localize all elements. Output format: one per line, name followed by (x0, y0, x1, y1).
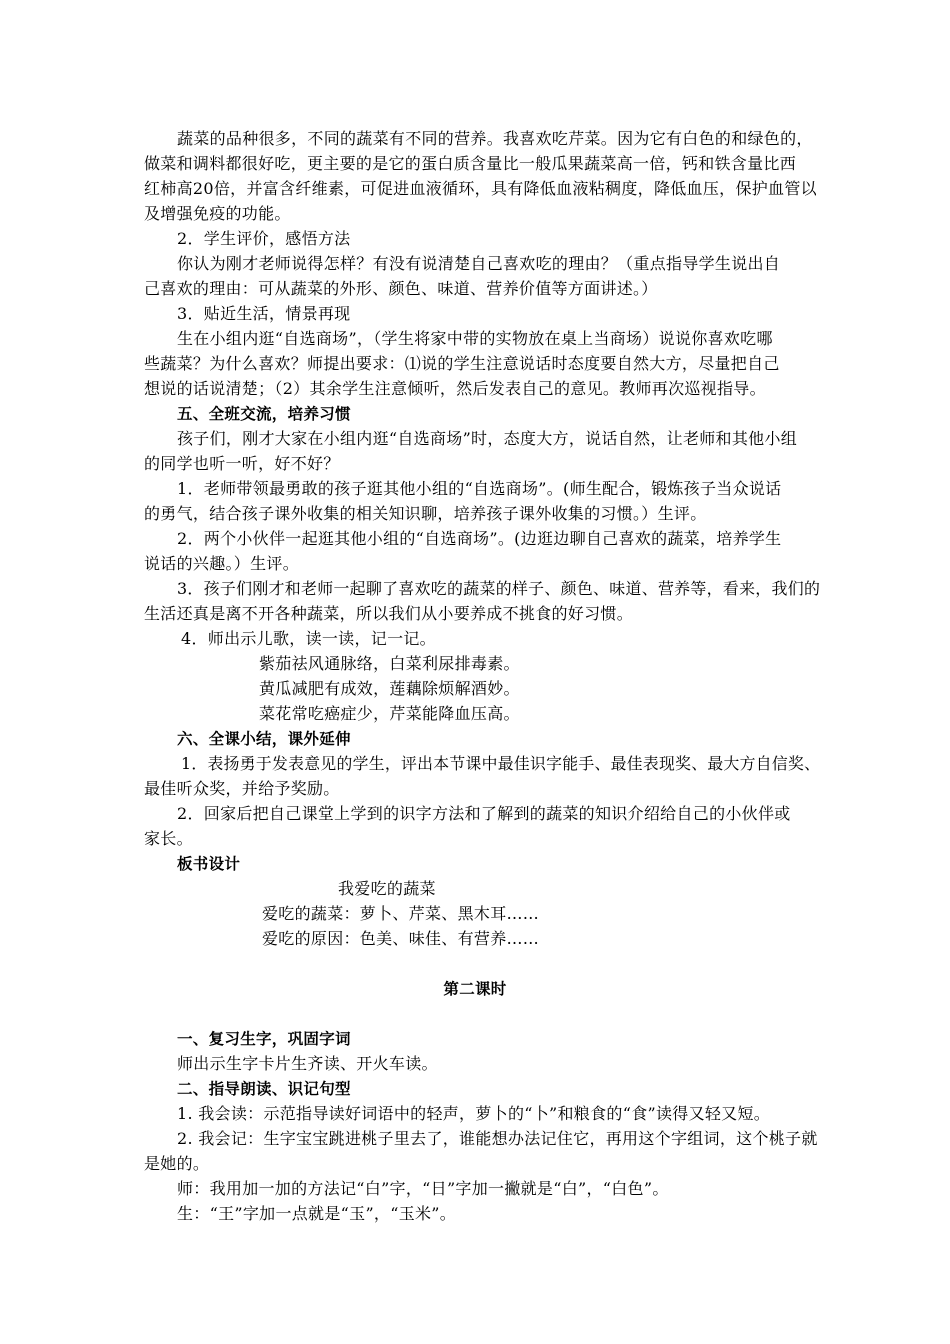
paragraph-line: 己喜欢的理由：可从蔬菜的外形、颜色、味道、营养价值等方面讲述。） (144, 279, 658, 298)
poem-line: 黄瓜减肥有成效，莲藕除烦解酒妙。 (259, 679, 520, 698)
section-heading: 一、复习生字，巩固字词 (177, 1030, 351, 1048)
paragraph-line: 师：我用加一加的方法记“白”字，“日”字加一撇就是“白”，“白色”。 (177, 1179, 669, 1198)
paragraph-line: 及增强免疫的功能。 (144, 204, 291, 223)
paragraph-line: 1. 我会读：示范指导读好词语中的轻声，萝卜的“卜”和粮食的“食”读得又轻又短。 (177, 1104, 771, 1123)
paragraph-line: 2．两个小伙伴一起逛其他小组的“自选商场”。(边逛边聊自己喜欢的蔬菜，培养学生 (177, 529, 782, 548)
board-title: 我爱吃的蔬菜 (338, 879, 436, 898)
section-subheading: 3．贴近生活，情景再现 (177, 304, 351, 323)
paragraph-line: 师出示生字卡片生齐读、开火车读。 (177, 1054, 438, 1073)
section-heading: 六、全课小结，课外延伸 (177, 730, 351, 748)
board-line: 爱吃的蔬菜：萝卜、芹菜、黑木耳…… (262, 904, 540, 923)
poem-line: 菜花常吃癌症少，芹菜能降血压高。 (259, 704, 520, 723)
paragraph-line: 生：“王”字加一点就是“玉”，“玉米”。 (177, 1204, 457, 1223)
paragraph-line: 1．表扬勇于发表意见的学生，评出本节课中最佳识字能手、最佳表现奖、最大方自信奖、 (181, 754, 821, 773)
paragraph-line: 生在小组内逛“自选商场”，（学生将家中带的实物放在桌上当商场）说说你喜欢吃哪 (177, 329, 773, 348)
board-design-heading: 板书设计 (177, 855, 241, 873)
section-heading: 五、全班交流，培养习惯 (177, 405, 351, 423)
section-heading: 二、指导朗读、识记句型 (177, 1080, 351, 1098)
paragraph-line: 想说的话说清楚；（2）其余学生注意倾听，然后发表自己的意见。教师再次巡视指导。 (144, 379, 766, 398)
lesson-title: 第二课时 (443, 980, 507, 998)
paragraph-line: 蔬菜的品种很多，不同的蔬菜有不同的营养。我喜欢吃芹菜。因为它有白色的和绿色的， (177, 129, 813, 148)
paragraph-line: 说话的兴趣。）生评。 (144, 554, 300, 573)
paragraph-line: 最佳听众奖，并给予奖励。 (144, 779, 340, 798)
paragraph-line: 1．老师带领最勇敢的孩子逛其他小组的“自选商场”。(师生配合，锻炼孩子当众说话 (177, 479, 782, 498)
board-line: 爱吃的原因：色美、味佳、有营养…… (262, 929, 540, 948)
paragraph-line: 做菜和调料都很好吃，更主要的是它的蛋白质含量比一般瓜果蔬菜高一倍，钙和铁含量比西 (144, 154, 797, 173)
paragraph-line: 孩子们，刚才大家在小组内逛“自选商场”时，态度大方，说话自然，让老师和其他小组 (177, 429, 798, 448)
paragraph-line: 些蔬菜？为什么喜欢？师提出要求：⑴说的学生注意说话时态度要自然大方，尽量把自己 (144, 354, 780, 373)
section-subheading: 2．学生评价，感悟方法 (177, 229, 351, 248)
paragraph-line: 2．回家后把自己课堂上学到的识字方法和了解到的蔬菜的知识介绍给自己的小伙伴或 (177, 804, 791, 823)
poem-line: 紫茄祛风通脉络，白菜利尿排毒素。 (259, 654, 520, 673)
paragraph-line: 2. 我会记：生字宝宝跳进桃子里去了，谁能想办法记住它，再用这个字组词，这个桃子就 (177, 1129, 818, 1148)
paragraph-line: 生活还真是离不开各种蔬菜，所以我们从小要养成不挑食的好习惯。 (144, 604, 634, 623)
paragraph-line: 4．师出示儿歌，读一读，记一记。 (181, 629, 436, 648)
paragraph-line: 的勇气，结合孩子课外收集的相关知识聊，培养孩子课外收集的习惯。）生评。 (144, 504, 707, 523)
paragraph-line: 是她的。 (144, 1154, 210, 1173)
paragraph-line: 家长。 (144, 829, 193, 848)
paragraph-line: 红柿高20倍，并富含纤维素，可促进血液循环，具有降低血液粘稠度，降低血压，保护血管以 (144, 179, 817, 198)
paragraph-line: 3．孩子们刚才和老师一起聊了喜欢吃的蔬菜的样子、颜色、味道、营养等，看来，我们的 (177, 579, 821, 598)
paragraph-line: 你认为刚才老师说得怎样？有没有说清楚自己喜欢吃的理由？（重点指导学生说出自 (177, 254, 781, 273)
paragraph-line: 的同学也听一听，好不好？ (144, 454, 340, 473)
